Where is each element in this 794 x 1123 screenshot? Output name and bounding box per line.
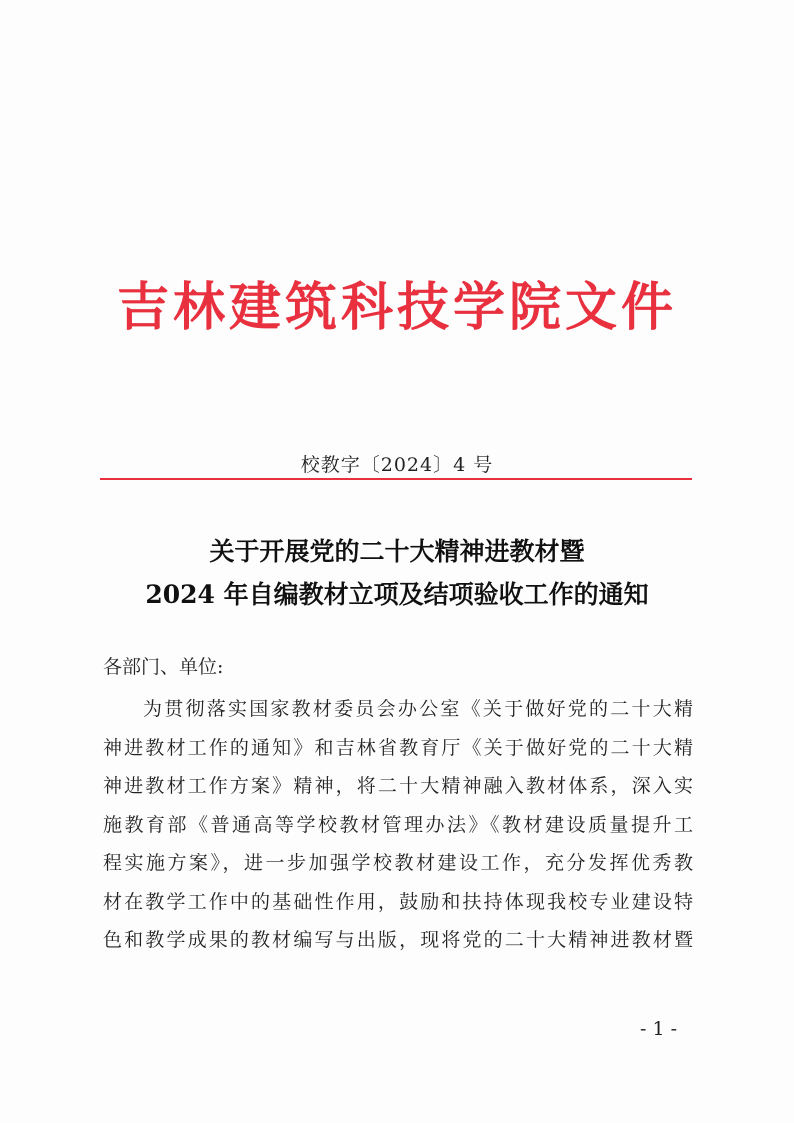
red-divider-line [100,478,692,480]
notice-title-line-1: 关于开展党的二十大精神进教材暨 [209,537,585,566]
body-line: 材在教学工作中的基础性作用，鼓励和扶持体现我校专业建设特 [103,890,693,913]
body-line: 色和教学成果的教材编写与出版，现将党的二十大精神进教材暨 [103,929,693,951]
document-number: 校教字〔2024〕4 号 [300,454,494,476]
body-line: 程实施方案》，进一步加强学校教材建设工作，充分发挥优秀教 [103,852,693,874]
body-line: 神进教材工作方案》精神，将二十大精神融入教材体系，深入实 [103,775,693,797]
body-paragraph [103,690,693,960]
body-line: 为贯彻落实国家教材委员会办公室《关于做好党的二十大精 [143,698,693,720]
notice-title [0,530,794,616]
salutation: 各部门、单位: [103,656,224,678]
issuer-header-title: 吉林建筑科技学院文件 [116,277,677,338]
notice-title-line-2: 2024 年自编教材立项及结项验收工作的通知 [145,580,649,609]
body-line: 神进教材工作的通知》和吉林省教育厅《关于做好党的二十大精 [103,736,693,759]
body-line: 施教育部《普通高等学校教材管理办法》《教材建设质量提升工 [103,813,693,836]
page-number: - 1 - [640,1018,678,1040]
